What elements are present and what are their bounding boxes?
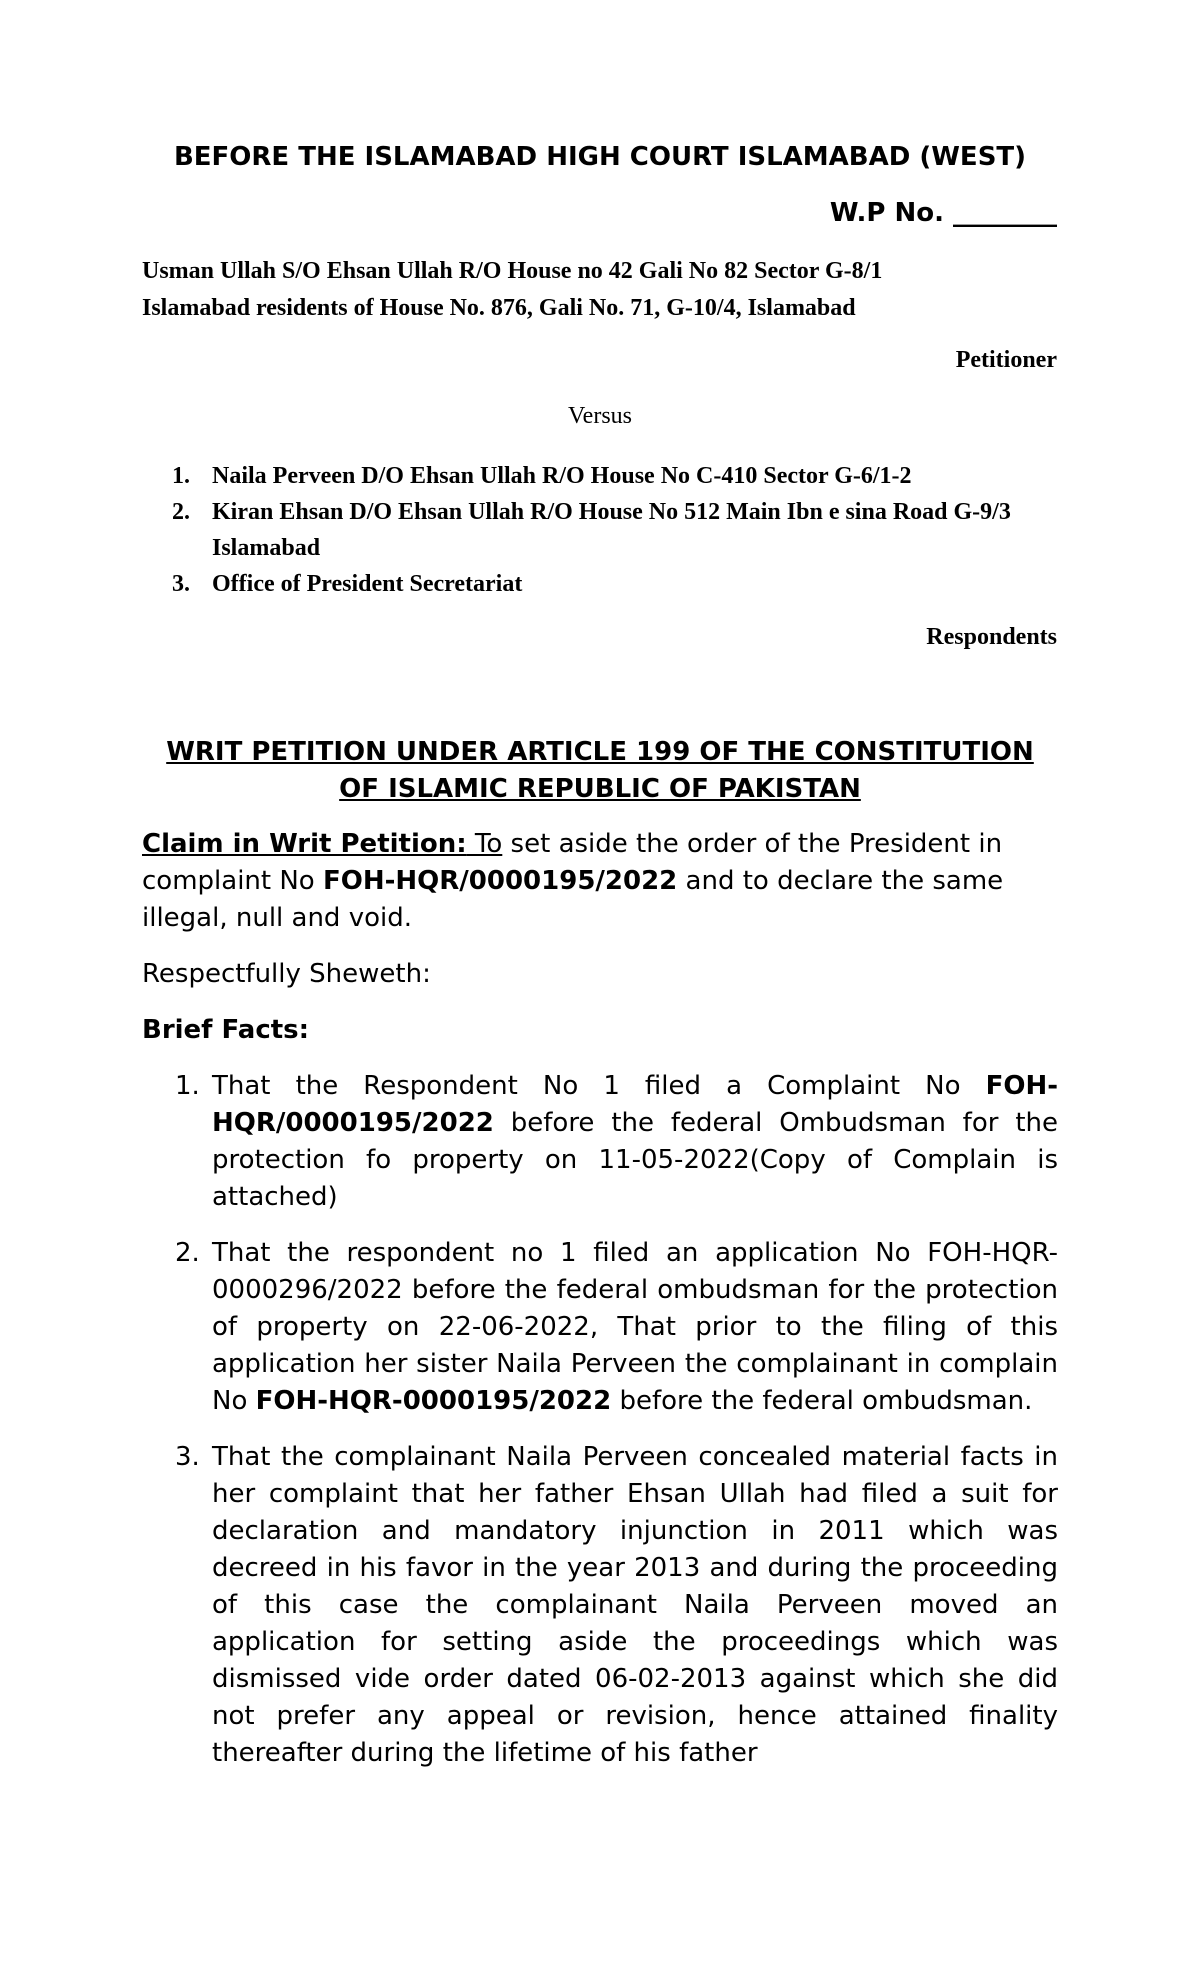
respondent-list	[172, 458, 1062, 602]
claim-complaint-number: FOH-HQR/0000195/2022	[322, 866, 678, 896]
fact-item	[142, 1235, 1058, 1420]
writ-petition-number: W.P No. ________	[829, 198, 1057, 228]
fact-text-a: That the Respondent No 1 filed a Complaint No	[212, 1071, 986, 1101]
court-title: BEFORE THE ISLAMABAD HIGH COURT ISLAMABAD (WEST)	[173, 142, 1027, 172]
writ-title-line-2: OF ISLAMIC REPUBLIC OF PAKISTAN	[339, 774, 861, 804]
petitioner-line-2: Islamabad residents of House No. 876, Gali No. 71, G-10/4, Islamabad	[142, 295, 856, 321]
claim-paragraph	[142, 826, 1058, 937]
fact-complaint-number: FOH-HQR/0000195/2022	[212, 1071, 1058, 1138]
fact-text-b: before the federal Ombudsman for the protection fo property on 11-05-2022(Copy of Complain is attached)	[212, 1108, 1058, 1212]
claim-text-a: set aside the order of the President in complaint No	[142, 829, 1003, 896]
respondent-text: Naila Perveen D/O Ehsan Ullah R/O House No C-410 Sector G-6/1-2	[212, 463, 912, 489]
fact-number: 1.	[175, 1071, 200, 1101]
facts-list	[142, 1068, 1058, 1791]
petitioner-label: Petitioner	[955, 347, 1057, 373]
fact-text	[212, 1235, 1058, 1420]
writ-title	[142, 734, 1058, 808]
writ-title-line-1: WRIT PETITION UNDER ARTICLE 199 OF THE CONSTITUTION	[166, 737, 1034, 767]
versus-label: Versus	[568, 403, 632, 429]
claim-relief-start: To	[466, 829, 503, 859]
respondent-item	[172, 566, 1062, 602]
respondent-item	[172, 494, 1062, 566]
fact-text	[212, 1068, 1058, 1216]
fact-text-b: before the federal ombudsman.	[611, 1386, 1033, 1416]
petitioner-line-1: Usman Ullah S/O Ehsan Ullah R/O House no 42 Gali No 82 Sector G-8/1	[142, 258, 883, 284]
fact-item	[142, 1439, 1058, 1772]
fact-text-a: That the complainant Naila Perveen concealed material facts in her complaint that her father Ehsan Ullah had filed a suit for declaration and mandatory injunction in 2011 which was decreed in his favor in the year 2013 and during the proceeding of this case the complainant Naila Perveen moved an application for setting aside the proceedings which was dismissed vide order dated 06-02-2013 against which she did not prefer any appeal or revision, hence attained finality thereafter during the lifetime of his father	[212, 1442, 1058, 1768]
petitioner-details	[142, 253, 1062, 327]
respondent-text: Kiran Ehsan D/O Ehsan Ullah R/O House No 512 Main Ibn e sina Road G-9/3 Islamabad	[212, 499, 1011, 561]
respondent-text: Office of President Secretariat	[212, 571, 523, 597]
claim-label: Claim in Writ Petition:	[142, 829, 467, 859]
fact-text-a: That the respondent no 1 filed an application No FOH-HQR-0000296/2022 before the federal ombudsman for the protection of property on 22-06-2022, That prior to the filing of this application her sister Naila Perveen the complainant in complain No	[212, 1238, 1058, 1416]
fact-text	[212, 1439, 1058, 1772]
fact-number: 2.	[175, 1238, 200, 1268]
sheweth-line: Respectfully Sheweth:	[142, 959, 431, 989]
fact-number: 3.	[175, 1442, 200, 1472]
respondent-item	[172, 458, 1062, 494]
respondent-number: 2.	[172, 499, 190, 525]
respondents-label: Respondents	[926, 624, 1057, 650]
claim-text-b: and to declare the same illegal, null and void.	[142, 866, 1004, 933]
respondent-number: 3.	[172, 571, 190, 597]
fact-complaint-number: FOH-HQR-0000195/2022	[255, 1386, 612, 1416]
fact-item	[142, 1068, 1058, 1216]
brief-facts-heading: Brief Facts:	[142, 1015, 310, 1045]
respondent-number: 1.	[172, 463, 190, 489]
